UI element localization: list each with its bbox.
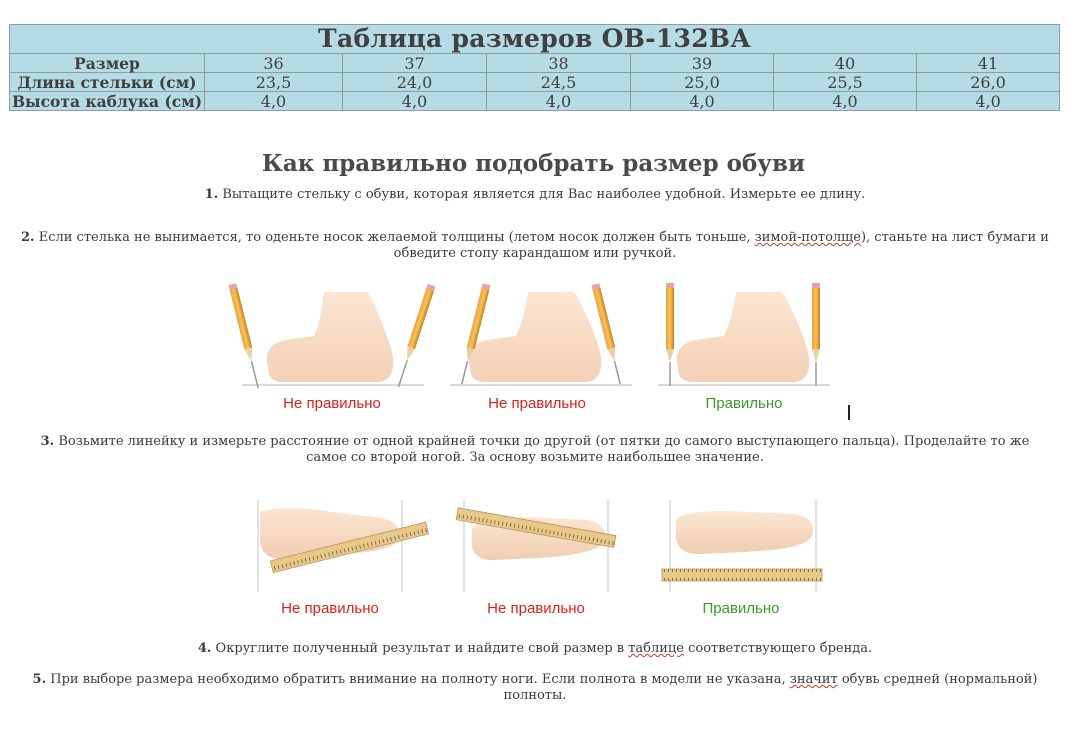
- caption-right: Правильно: [705, 395, 783, 412]
- step-number: 5.: [32, 672, 47, 687]
- ruler-illustration-3: [662, 500, 822, 592]
- table-cell: 24,5: [487, 73, 631, 92]
- step-text: Возьмите линейку и измерьте расстояние от одной крайней точки до другой (от пятки до самого выступающего пальца). Проделайте то же самое со второй ногой. За основу возьмите наибольшее значение.: [54, 434, 1030, 465]
- guide-heading: Как правильно подобрать размер обуви: [261, 150, 806, 177]
- step-text: обувь средней (нормальной) полноты.: [503, 672, 1038, 703]
- step-3: [20, 434, 1050, 466]
- step-1: [20, 187, 1050, 203]
- table-cell: 25,5: [774, 73, 917, 92]
- table-cell: 24,0: [343, 73, 487, 92]
- table-cell: 40: [774, 54, 917, 73]
- table-cell: 38: [487, 54, 631, 73]
- step-text-marked: таблице: [628, 641, 684, 656]
- foot-illustration-2: [450, 283, 632, 385]
- table-row: [10, 54, 1060, 73]
- caption-wrong: Не правильно: [283, 395, 381, 412]
- step-text-marked: зимой-потолще: [754, 230, 861, 245]
- table-cell: 25,0: [631, 73, 774, 92]
- table-cell: 26,0: [917, 73, 1060, 92]
- table-cell: 4,0: [487, 92, 631, 111]
- ruler-illustration-1: [258, 500, 429, 592]
- table-cell: 4,0: [631, 92, 774, 111]
- row-label: Длина стельки (см): [10, 73, 205, 92]
- row-label: Высота каблука (см): [10, 92, 205, 111]
- text-cursor: [848, 405, 850, 420]
- caption-wrong: Не правильно: [487, 600, 585, 617]
- step-text: Округлите полученный результат и найдите свой размер в: [211, 641, 629, 656]
- table-cell: 39: [631, 54, 774, 73]
- pencil-icon: [395, 284, 436, 388]
- step-text: соответствующего бренда.: [683, 641, 873, 656]
- table-cell: 41: [917, 54, 1060, 73]
- step-number: 3.: [40, 434, 55, 449]
- table-cell: 4,0: [774, 92, 917, 111]
- pencil-tracing-figure: [228, 282, 840, 392]
- table-cell: 4,0: [343, 92, 487, 111]
- caption-wrong: Не правильно: [488, 395, 586, 412]
- foot-illustration-3: [658, 283, 830, 386]
- size-table-title: Таблица размеров ОВ-132ВА: [10, 25, 1060, 54]
- foot-illustration-1: [228, 283, 435, 389]
- step-number: 1.: [204, 187, 219, 202]
- row-label: Размер: [10, 54, 205, 73]
- pencil-icon: [812, 283, 820, 386]
- pencil-icon: [228, 283, 262, 389]
- step-text-marked: значит: [789, 672, 838, 687]
- table-cell: 4,0: [917, 92, 1060, 111]
- ruler-measuring-figure: [252, 498, 832, 594]
- step-text: ), станьте на лист бумаги и обведите стопу карандашом или ручкой.: [393, 230, 1049, 261]
- size-table: [9, 24, 1060, 111]
- table-cell: 23,5: [205, 73, 343, 92]
- ruler-icon: [662, 569, 822, 581]
- step-4: [20, 641, 1050, 657]
- step-text: Вытащите стельку с обуви, которая является для Вас наиболее удобной. Измерьте ее длину.: [218, 187, 866, 202]
- table-cell: 36: [205, 54, 343, 73]
- ruler-illustration-2: [456, 500, 616, 592]
- table-cell: 37: [343, 54, 487, 73]
- step-text: Если стелька не вынимается, то оденьте носок желаемой толщины (летом носок должен быть тоньше,: [34, 230, 755, 245]
- caption-right: Правильно: [702, 600, 780, 617]
- pencil-icon: [666, 283, 674, 386]
- step-number: 2.: [21, 230, 35, 245]
- step-5: [20, 672, 1050, 704]
- caption-wrong: Не правильно: [281, 600, 379, 617]
- step-number: 4.: [197, 641, 212, 656]
- table-row: [10, 73, 1060, 92]
- step-text: При выборе размера необходимо обратить внимание на полноту ноги. Если полнота в модели не указана,: [46, 672, 790, 687]
- table-cell: 4,0: [205, 92, 343, 111]
- step-2: [20, 230, 1050, 262]
- table-row: [10, 92, 1060, 111]
